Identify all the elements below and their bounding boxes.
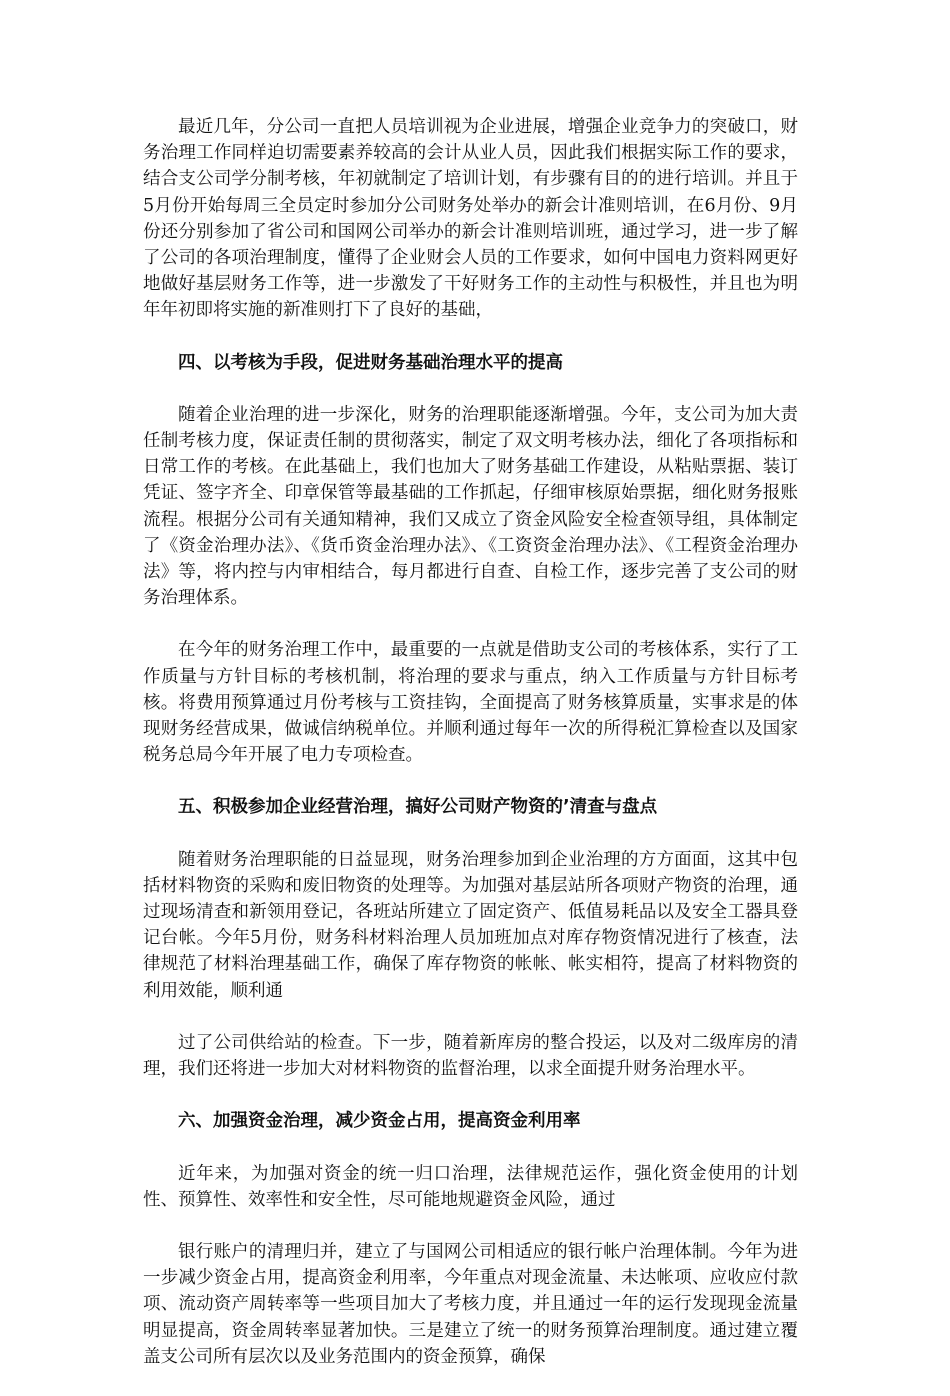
section-heading-5: 五、积极参加企业经营治理，搞好公司财产物资的’清查与盘点 [178,797,658,818]
paragraph-assessment-system: 在今年的财务治理工作中，最重要的一点就是借助支公司的考核体系，实行了工作质量与方针目标的考核机制，将治理的要求与重点，纳入工作质量与方针目标考核。将费用预算通过月份考核与工资挂钩，全面提高了财务核算质量，实事求是的体现财务经营成果，做诚信纳税单位。并顺利通过每年一次的所得税汇算检查以及国家税务总局今年开展了电力专项检查。 [143,640,798,766]
paragraph-training: 最近几年，分公司一直把人员培训视为企业进展，增强企业竞争力的突破口，财务治理工作同样迫切需要素养较高的会计从业人员，因此我们根据实际工作的要求，结合支公司学分制考核，年初就制定了培训计划，有步骤有目的的进行培训。并且于5月份开始每周三全员定时参加分公司财务处举办的新会计准则培训，在6月份、9月份还分别参加了省公司和国网公司举办的新会计准则培训班，通过学习，进一步了解了公司的各项治理制度，懂得了企业财会人员的工作要求，如何中国电力资料网更好地做好基层财务工作等，进一步激发了干好财务工作的主动性与积极性，并且也为明年年初即将实施的新准则打下了良好的基础， [143,117,798,321]
paragraph-assets-continued: 过了公司供给站的检查。下一步，随着新库房的整合投运，以及对二级库房的清理，我们还将进一步加大对材料物资的监督治理，以求全面提升财务治理水平。 [143,1032,798,1080]
paragraph-assets: 随着财务治理职能的日益显现，财务治理参加到企业治理的方方面面，这其中包括材料物资的采购和废旧物资的处理等。为加强对基层站所各项财产物资的治理，通过现场清查和新领用登记，各班站所建立了固定资产、低值易耗品以及安全工器具登记台帐。今年5月份，财务科材料治理人员加班加点对库存物资情况进行了核查，法律规范了材料治理基础工作，确保了库存物资的帐帐、帐实相符，提高了材料物资的利用效能，顺利通 [143,849,798,1001]
document-body [143,114,798,1396]
paragraph-funds: 近年来，为加强对资金的统一归口治理，法律规范运作，强化资金使用的计划性、预算性、效率性和安全性，尽可能地规避资金风险，通过 [143,1163,798,1210]
section-heading-6: 六、加强资金治理，减少资金占用，提高资金利用率 [178,1111,581,1132]
section-heading-4: 四、以考核为手段，促进财务基础治理水平的提高 [178,352,563,373]
paragraph-funds-continued: 银行账户的清理归并，建立了与国网公司相适应的银行帐户治理体制。今年为进一步减少资金占用，提高资金利用率，今年重点对现金流量、未达帐项、应收应付款项、流动资产周转率等一些项目加大了考核力度，并且通过一年的运行发现现金流量明显提高，资金周转率显著加快。三是建立了统一的财务预算治理制度。通过建立覆盖支公司所有层次以及业务范围内的资金预算，确保 [143,1241,798,1367]
paragraph-assessment: 随着企业治理的进一步深化，财务的治理职能逐渐增强。今年，支公司为加大责任制考核力度，保证责任制的贯彻落实，制定了双文明考核办法，细化了各项指标和日常工作的考核。在此基础上，我们也加大了财务基础工作建设，从粘贴票据、装订凭证、签字齐全、印章保管等最基础的工作抓起，仔细审核原始票据，细化财务报账流程。根据分公司有关通知精神，我们又成立了资金风险安全检查领导组，具体制定了《资金治理办法》、《货币资金治理办法》、《工资资金治理办法》、《工程资金治理办法》等，将内控与内审相结合，每月都进行自查、自检工作，逐步完善了支公司的财务治理体系。 [143,404,798,609]
